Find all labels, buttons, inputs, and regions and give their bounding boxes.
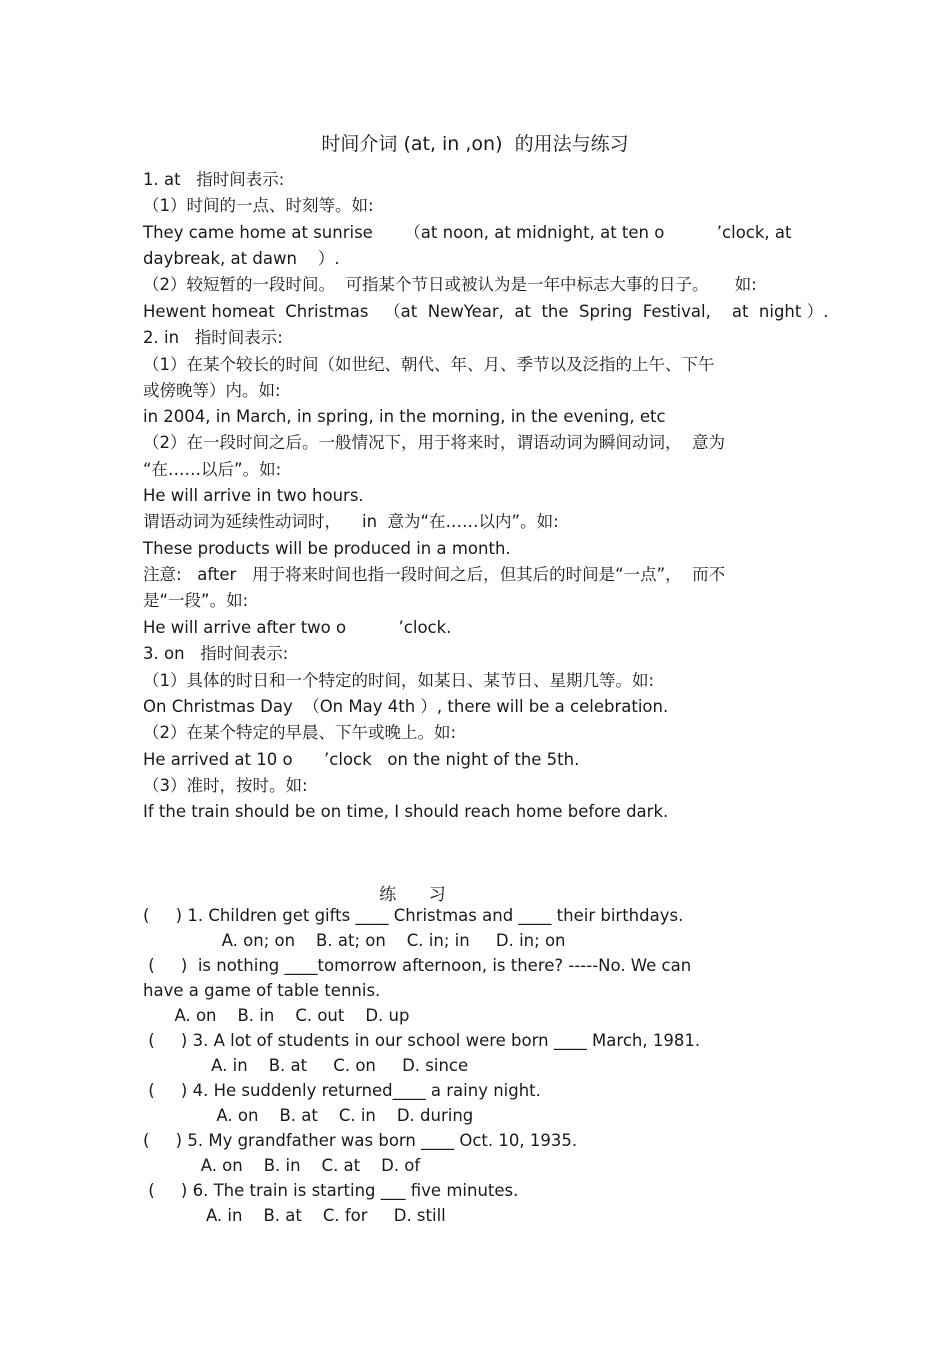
- note-line: He arrived at 10 o ’clock on the night of the 5th.: [143, 750, 580, 769]
- note-line: （2）在某个特定的早晨、下午或晚上。如:: [143, 723, 457, 742]
- exercise-line: ( ) is nothing ____tomorrow afternoon, is there? -----No. We can: [143, 956, 692, 975]
- exercise-options: A. on B. in C. out D. up: [143, 1006, 410, 1025]
- note-line: 注意: after 用于将来时间也指一段时间之后，但其后的时间是“一点”， 而不: [143, 565, 726, 584]
- note-line: （2）较短暂的一段时间。 可指某个节日或被认为是一年中标志大事的日子。 如:: [143, 275, 757, 294]
- exercise-line: ( ) 6. The train is starting ___ five minutes.: [143, 1181, 519, 1200]
- note-line: On Christmas Day （On May 4th ）, there will be a celebration.: [143, 697, 669, 716]
- exercise-line: ( ) 4. He suddenly returned____ a rainy night.: [143, 1081, 541, 1100]
- exercise-line: ( ) 3. A lot of students in our school were born ____ March, 1981.: [143, 1031, 701, 1050]
- note-line: 或傍晚等）内。如:: [143, 381, 281, 400]
- exercise-title: 练 习: [379, 885, 446, 905]
- note-line: They came home at sunrise （at noon, at midnight, at ten o ’clock, at: [143, 223, 792, 242]
- note-line: （1）在某个较长的时间（如世纪、朝代、年、月、季节以及泛指的上午、下午: [143, 355, 715, 374]
- note-line: 1. at 指时间表示:: [143, 170, 285, 189]
- note-line: Hewent homeat Christmas （at NewYear, at the Spring Festival, at night ）.: [143, 302, 829, 321]
- note-line: （1）具体的时日和一个特定的时间，如某日、某节日、星期几等。如:: [143, 671, 655, 690]
- exercise-line: have a game of table tennis.: [143, 981, 381, 1000]
- note-line: （3）准时，按时。如:: [143, 776, 308, 795]
- note-line: He will arrive after two o ’clock.: [143, 618, 452, 637]
- note-line: in 2004, in March, in spring, in the morning, in the evening, etc: [143, 407, 666, 426]
- note-line: 3. on 指时间表示:: [143, 644, 289, 663]
- exercise-line: ( ) 1. Children get gifts ____ Christmas and ____ their birthdays.: [143, 906, 684, 925]
- note-line: 是“一段”。如:: [143, 591, 249, 610]
- exercise-options: A. in B. at C. for D. still: [143, 1206, 446, 1225]
- exercise-line: ( ) 5. My grandfather was born ____ Oct. 10, 1935.: [143, 1131, 578, 1150]
- exercise-options: A. on; on B. at; on C. in; in D. in; on: [143, 931, 566, 950]
- exercise-options: A. on B. at C. in D. during: [143, 1106, 474, 1125]
- note-line: “在……以后”。如:: [143, 460, 282, 479]
- note-line: These products will be produced in a month.: [143, 539, 511, 558]
- note-line: He will arrive in two hours.: [143, 486, 364, 505]
- page-title: 时间介词 (at, in ,on) 的用法与练习: [321, 133, 629, 155]
- note-line: 2. in 指时间表示:: [143, 328, 283, 347]
- exercise-options: A. in B. at C. on D. since: [143, 1056, 469, 1075]
- note-line: （2）在一段时间之后。一般情况下，用于将来时，谓语动词为瞬间动词， 意为: [143, 433, 725, 452]
- note-line: （1）时间的一点、时刻等。如:: [143, 196, 374, 215]
- note-line: 谓语动词为延续性动词时， in 意为“在……以内”。如:: [143, 512, 559, 531]
- note-line: daybreak, at dawn ）.: [143, 249, 340, 268]
- exercise-options: A. on B. in C. at D. of: [143, 1156, 421, 1175]
- note-line: If the train should be on time, I should reach home before dark.: [143, 802, 669, 821]
